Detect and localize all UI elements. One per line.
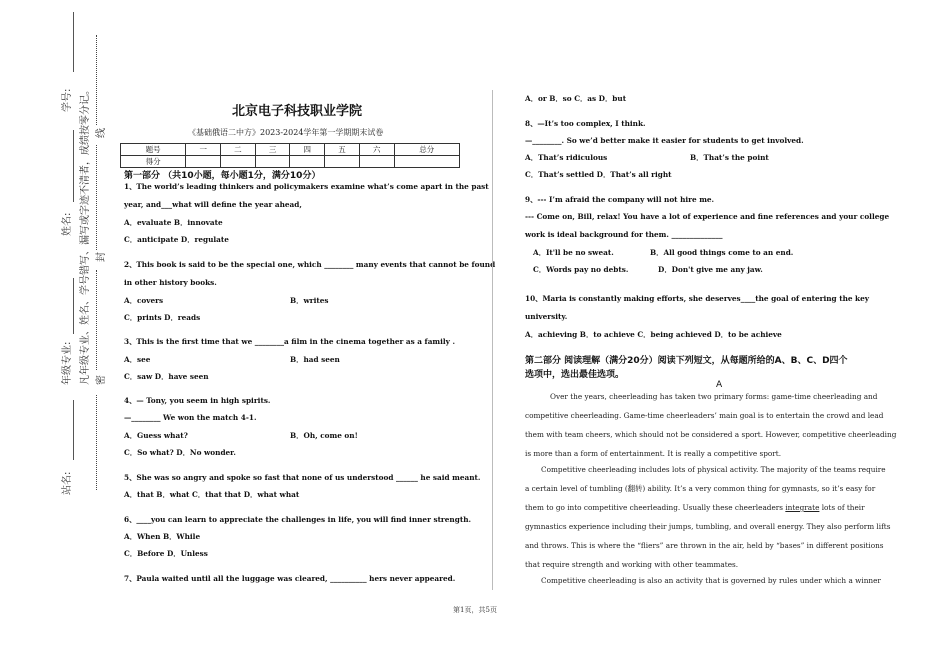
question-text: work is ideal background for them. ______________: [525, 230, 723, 239]
question-text: in other history books.: [124, 278, 217, 287]
notice-text: 凡年级专业、姓名、学号错写、漏写或字迹不清者，成绩按零分记。: [80, 85, 91, 385]
question-text: 10、Maria is constantly making efforts, she deserves____the goal of entering the key: [525, 294, 869, 303]
option-line: B．That’s the point: [690, 153, 769, 162]
binding-dotted-line: [96, 395, 97, 490]
passage-line: a certain level of tumbling (翻转) ability. It’s a very common thing for gymnasts, so it’s easy for: [525, 484, 876, 493]
score-cell: 得分: [121, 156, 186, 168]
option-line: C．So what? D．No wonder.: [124, 448, 236, 457]
passage-line: that require strength and working with other teammates.: [525, 560, 739, 569]
question-text: 5、She was so angry and spoke so fast that none of us understood ______ he said meant.: [124, 473, 481, 482]
binding-dotted-line: [96, 145, 97, 250]
question-text: 6、____you can learn to appreciate the challenges in life, you will find inner strength.: [124, 515, 472, 524]
passage-line: Competitive cheerleading includes lots of physical activity. The majority of the teams require: [541, 465, 886, 474]
question-text: —________. So we’d better make it easier for students to get involved.: [525, 136, 804, 145]
option-line: B．All good things come to an end.: [650, 248, 794, 257]
score-cell[interactable]: [255, 156, 290, 168]
class-blank: [73, 278, 74, 334]
score-cell[interactable]: [394, 156, 459, 168]
name-blank: [73, 130, 74, 202]
class-label: 年级专业:: [62, 341, 73, 385]
binding-dotted-line: [96, 35, 97, 125]
cut-label: 封: [96, 252, 107, 262]
passage-line: them with team cheers, which should not be considered a sport. However, competitive cheerleading: [525, 430, 897, 439]
passage-line: and throws. This is where the “fliers” are thrown in the air, held by “bases” in different positions: [525, 541, 884, 550]
question-text: 9、--- I’m afraid the company will not hire me.: [525, 195, 715, 204]
line-label: 线: [96, 128, 107, 138]
score-cell: 总分: [394, 144, 459, 156]
option-line: A．When B．While: [124, 532, 201, 541]
page-footer: 第1页，共5页: [453, 606, 497, 614]
student-id-blank: [73, 12, 74, 72]
passage-line: is more than a form of entertainment. It is really a competitive sport.: [525, 449, 782, 458]
question-text: 2、This book is said to be the special one, which ________ many events that cannot be found: [124, 260, 496, 269]
option-line: A．covers: [124, 296, 164, 305]
part2-heading: 第二部分 阅读理解（满分20分）阅读下列短文，从每题所给的A、B、C、D四个: [525, 356, 848, 366]
passage-fragment: them to go into competitive cheerleading. Usually these cheerleaders: [525, 503, 786, 512]
score-cell[interactable]: [290, 156, 325, 168]
option-line: A．That’s ridiculous: [525, 153, 608, 162]
option-line: B．writes: [290, 296, 329, 305]
option-line: B．had seen: [290, 355, 340, 364]
passage-line: [525, 503, 865, 513]
score-cell: 二: [221, 144, 256, 156]
name-label: 姓名:: [62, 212, 73, 236]
page-title: 北京电子科技职业学院: [232, 104, 363, 119]
question-text: 8、—It’s too complex, I think.: [525, 119, 646, 128]
option-line: A．Guess what?: [124, 431, 188, 440]
question-text: --- Come on, Bill, relax! You have a lot of experience and fine references and your college: [525, 212, 890, 221]
question-text: 3、This is the first time that we ________a film in the cinema together as a family .: [124, 337, 456, 346]
underlined-word: integrate: [785, 503, 820, 512]
option-line: D．Don't give me any jaw.: [658, 265, 763, 274]
student-id-label: 学号:: [62, 88, 73, 112]
score-cell: 题号: [121, 144, 186, 156]
passage-line: gymnastics experience including their jumps, tumbling, and overall energy. They also perform lifts: [525, 522, 891, 531]
option-line: C．prints D．reads: [124, 313, 201, 322]
exam-subtitle: 《基础俄语二中方》2023-2024学年第一学期期末试卷: [188, 128, 384, 137]
option-line: A．achieving B．to achieve C．being achieved D．to be achieve: [525, 330, 782, 339]
passage-line: Competitive cheerleading is also an activity that is governed by rules under which a winner: [541, 576, 881, 585]
part2-heading: 选项中，选出最佳选项。: [525, 370, 625, 380]
score-table: [120, 143, 460, 168]
option-line: C．That’s settled D．That’s all right: [525, 170, 672, 179]
option-line: C．Before D．Unless: [124, 549, 208, 558]
score-cell: 五: [325, 144, 360, 156]
score-cell[interactable]: [221, 156, 256, 168]
question-text: 1、The world’s leading thinkers and policymakers examine what’s come apart in the past: [124, 182, 489, 191]
score-cell: 六: [359, 144, 394, 156]
site-label: 站名:: [62, 471, 73, 495]
passage-fragment: lots of their: [819, 503, 865, 512]
option-line: A．or B．so C．as D．but: [525, 94, 627, 103]
part1-heading: 第一部分 （共10小题，每小题1分，满分10分）: [124, 171, 321, 181]
binding-margin: [0, 0, 112, 672]
question-text: year, and___what will define the year ahead,: [124, 200, 302, 209]
score-cell: 三: [255, 144, 290, 156]
passage-line: competitive cheerleading. Game-time cheerleaders’ main goal is to entertain the crowd and lead: [525, 411, 884, 420]
score-cell[interactable]: [359, 156, 394, 168]
option-line: A．evaluate B．innovate: [124, 218, 223, 227]
question-text: 7、Paula waited until all the luggage was cleared, __________ hers never appeared.: [124, 574, 456, 583]
score-value-row: [121, 156, 460, 168]
question-text: —________ We won the match 4-1.: [124, 413, 257, 422]
option-line: A．It'll be no sweat.: [533, 248, 614, 257]
option-line: C．saw D．have seen: [124, 372, 209, 381]
question-text: 4、— Tony, you seem in high spirits.: [124, 396, 271, 405]
score-cell[interactable]: [325, 156, 360, 168]
score-cell: 四: [290, 144, 325, 156]
column-divider: [492, 90, 493, 590]
question-text: university.: [525, 312, 568, 321]
binding-dotted-line: [96, 270, 97, 370]
option-line: C．anticipate D．regulate: [124, 235, 229, 244]
option-line: A．that B．what C．that that D．what what: [124, 490, 300, 499]
option-line: A．see: [124, 355, 151, 364]
option-line: B．Oh, come on!: [290, 431, 358, 440]
seal-label: 密: [96, 375, 107, 385]
option-line: C．Words pay no debts.: [533, 265, 629, 274]
passage-label: A: [716, 380, 723, 390]
site-blank: [73, 400, 74, 460]
passage-line: Over the years, cheerleading has taken two primary forms: game-time cheerleading and: [550, 392, 878, 401]
score-cell: 一: [186, 144, 221, 156]
score-header-row: [121, 144, 460, 156]
score-cell[interactable]: [186, 156, 221, 168]
